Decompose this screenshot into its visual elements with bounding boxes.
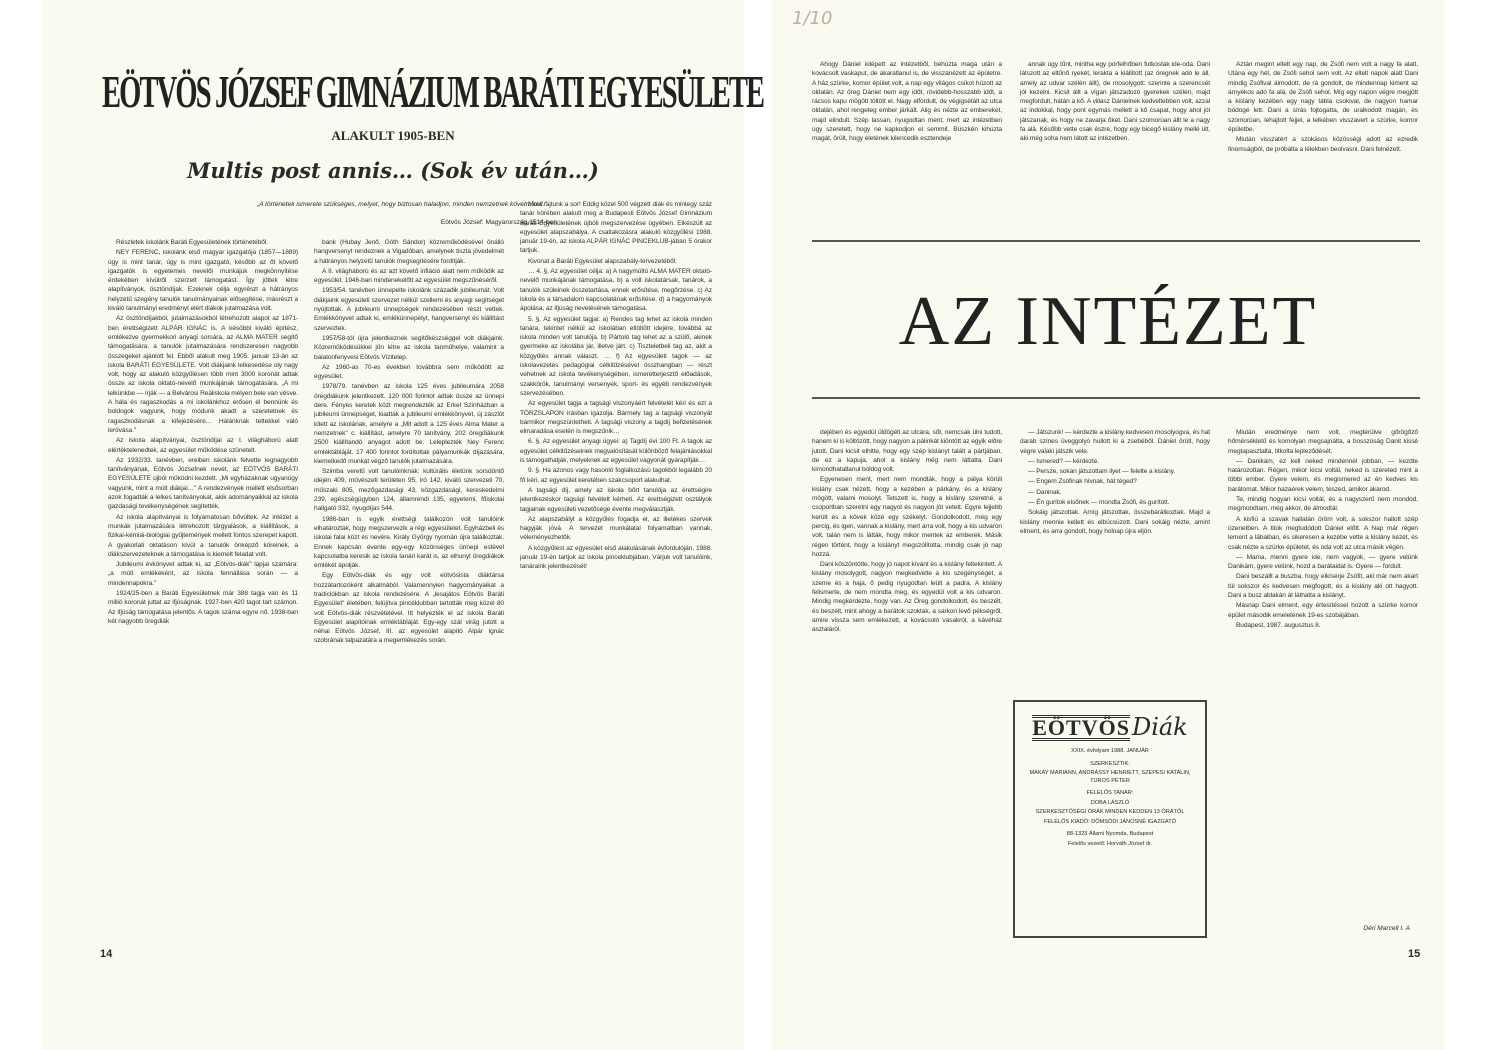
paragraph: 1957/58-tól újra jelentkeznek segítőkészséggel volt diákjaink. Közreműködésükkel jön létre az iskola tanműhelye, valamint a balatonfenyvesi Eötvös Vízitelep.: [314, 334, 504, 361]
story-column-4: [812, 428, 1002, 936]
paragraph: Ahogy Dániel kilépett az intézetből, behúzta maga után a kovácsolt vaskaput, de akaratlanul is, de visszanézett az épületre. A ház szürke, komor épület volt, a nap egy világos csíkot húzott az oldalán. Az öreg Dániel nem egy időt, rövidebb-hosszabb időt, a rácsos kapu mögött töltött el. Nagy elfordult, de végigsétált az utca oldalán, ahol rengeteg ember járkált. Alig és nézte az embereket, majd elindult. Szép lassan, nyugodtan ment, mert az intézetben úgy szeretett, hogy ne kapkodjon el semmit. Büszkén kihúzta magát, örült, hogy életének kilencedik esztendeje: [812, 61, 1002, 143]
logo-diak: Diák: [1131, 713, 1188, 742]
paragraph: NEY FERENC, iskolánk első magyar igazgatója (1857—1889) úgy is mint tanár, úgy is mint igazgató, később az őt követő igazgatók is egyetemes nevelői munkájuk megkönnyítése érdekében kívülről szerzett támogatást. Így jöttek létre alapítványok, ösztöndíjak. Ezeknek célja egyrészt a hátrányos helyzetű szegény tanulók tanulmányainak elősegítése, másrészt a kiváló tanulmányi eredményt elért diákok jutalmazása volt.: [108, 249, 298, 313]
divider-bottom: [812, 397, 1420, 399]
story-column-3: [1228, 60, 1418, 218]
paragraph: Sokáig játszottak. Amíg játszottak, összebarátkoztak. Majd a kislány mennie kellett és elbúcsúzott. Dani sokáig nézte, amint elment, és arra gondolt, hogy holnap újra eljön.: [1020, 509, 1210, 535]
paragraph: — Engem Zsófinak hívnak, hát téged?: [1028, 478, 1137, 486]
paragraph: 1986-ban is egyik érettségi találkozón volt tanulóink elhatározták, hogy megszervezik a régi egyesületet. Egyházbeli és iskolai falai közt és nevére. Király György nyomán újra találkoztak. Ennek kapcsán évente egy-egy közönséges ünnepi estével kapcsolatba keresik az iskola tanári karát is, az elhunyt öregdiákok emlékét ápolják.: [314, 515, 504, 570]
paragraph: Aztán megint eltelt egy nap, de Zsófi nem volt a nagy fa alatt. Utána egy hét, de Zsófi sehol sem volt. Az eltelt napok alatt Dani mindig Zsófival álmodott, de rá gondolt, de mindennap kiment az árnyékos adó fa alá, de Zsófi sehol. Míg egy napon végre megjött a kislány kezében egy nagy tábla csokival, de nagyon hamar bódogé lett. Dani a sírás fojtogatta, de uralkodott magán, és szomorúan, lehajtott fejjel, a lelkében visszavert a szürke, komor épületbe.: [1228, 61, 1418, 134]
printer: 88-1323 Állami Nyomda, Budapest: [1066, 831, 1154, 837]
paragraph: A kisfiú a szavak hallatán öröm volt, a sokszor hallott szép üzenetben. A titok megtudódott Dániel előtt. A Nap már régen lement a lábaiban, és sikeresen a kezébe vette a kislány kezét, és csak nézte a szürke épületet, és oda volt az utca másik végén.: [1228, 515, 1418, 551]
paragraph: Szimba veretű volt tanulóinknak: kultúrális életünk sorsdöntő idején 409, művészeti területen 95, író 142, kiváló szervezeti 70, műszaki 805, mezőgazdasági 43, közgazdasági, kereskedelmi 239, egészségügyben 124, államrendi 135, egyetemi, főiskolai hallgató 332, nyugdíjas 544.: [314, 468, 504, 513]
paragraph: Budapest, 1987. augusztus 8.: [1236, 621, 1321, 629]
left-page: [42, 0, 764, 1050]
paragraph: Az 1932/33. tanévben, ereiben iskolánk felvette legnagyobb tanítványának, Eötvös Józsefnek nevét, az EÖTVÖS BARÁTI EGYESÜLETE újból működni kezdett. „Mi egyházaknak ugyanúgy vagyunk, mint a múlt diákjai…" A rendezvények mellett elsősorban azok fogadták a lelkes tanítványokat, akik adományaikkal az iskola gazdasági tevékenységének segítették.: [108, 456, 298, 511]
paragraph: — Daninak.: [1028, 488, 1062, 496]
paragraph: 1978/79. tanévben az iskola 125 éves jubileumára 2058 öregdiákunk jelentkezett. 120 000 forintot adtak össze az ünnepi dere. Fényes keretek közt megrendezték az Erkel Színházban a jubileumi ünnepséget, kiadták a jubileumi emlékkönyvet, új zászlót kitett az iskolának, amelyre a „Mit adott a 125 éves Alma Mater a nemzetnek" c. kiállítást, amelyre 70 tanítvány, 202 öregdiákunk 2500 kiállítandó anyagot adott be. Leleplezték Ney Ferenc emléktábláját. 17 400 forintot fordítottak pályamunkák díjazására, kiemelkedő munkát végző tanulók jutalmazására.: [314, 383, 504, 465]
paragraph: Egy Eötvös-diák és egy volt eötvösista diáktársa hozzátartozóként alkalmából. Valamennyien hagyományaikat a tradíciókban az iskola rendezésére. A „lesajátos Eötvös Baráti Egyesület" életében, felújítva pincéklubban tartották meg közel 80 volt Eötvös-diák részvételével. Itt helyezték el az iskola Baráti Egyesület alapítóinak emléktábláját. Egy-egy szál virág jutott a néhai Eötvös József, III. az egyesület alapító Alpár Ignác szobrának talpazatára a megemlékezés során.: [314, 572, 504, 645]
paragraph: Másnap Dani elment, egy értesítéssel hozott a szürke komor épület második emeletének 19-es szobájában.: [1228, 602, 1418, 619]
paragraph: — Persze, sokan játszottam ilyet — felelte a kislány.: [1028, 468, 1176, 476]
office-hours: SZERKESZTŐSÉGI ÓRÁK MINDEN KEDDEN 13 ÓRÁTÓL: [1035, 809, 1185, 815]
paragraph: Dani beszállt a buszba, hogy elkísérje Zsófit, aki már nem akart túl sokszor és kedvesen megfogott, és a kislány aki ott hagyott. Dani a busz ablakán át láthatta a kislányt.: [1228, 573, 1418, 600]
handwritten-note: 1/10: [792, 8, 833, 29]
paragraph: Az ösztöndíjakból, jutalmazásokból létrehozott alapot az 1871-ben érettségizett ALPÁR IGNÁC is. A késöbbi kiváló építész, emlékezve gyermekkori anyagi sorsára, az ALMA MATER segítő támogatására, a tanulók jutalmazására rendszeresen nagyobb összegeket ajánlott fel. Ebből alakult meg 1905. január 13-án az iskola BARÁTI EGYESÜLETE. Volt diákjaink lelkesedése oly nagy volt, hogy az alakuló közgyűlésen több mint 3000 koronát adtak össze az iskola oktató-nevelő munkájának támogatására. „A mi lelkünkbe — írják — a Belvárosi Reáliskola mélyen bele van vésve. A hála és ragaszkodás a mi iskolánkhoz erősen él bennünk és boldogok vagyunk, hogy módunk akadt a szeretetnek és ragaszkodásnak a kifejezésére… Hálánknak tettekkel való leróvása.": [108, 315, 298, 434]
paragraph: Részletek iskolánk Baráti Egyesületének történetéből.: [116, 239, 268, 246]
paragraph: — Danikám, ez kell neked mindennél jobban, — kezdte határozottan. Régen, mikor kicsi voltál, neked is szereted mint a többi ember. Gyere velem, és megismered az én kedves kis barátomat. Mikor hazaérek velem, teszed, amikor akarod.: [1228, 457, 1418, 493]
issue-info: XXIX. évfolyam 1988. JANUÁR: [1071, 748, 1149, 754]
paragraph: 1953/54. tanévben ünnepelte iskolánk századik jubileumát. Volt diákjaink egyesületi szervezet nélkül szellemi és anyagi segítséget nyújtottak. A jubileumi ünnepségek rendezésében részt vettek. Emlékkönyvet adtak ki, emlékünnepélyt, hangversenyt és kiállítást szerveztek.: [314, 287, 504, 332]
eotvos-diak-logo: [1019, 710, 1201, 746]
paragraph: Most rajtunk a sor! Eddig közel 500 végzett diák és mintegy száz tanár körében alakult meg a Budapesti Eötvös József Gimnázium Baráti Egyesületének újbóli megszervezése ügyében. Elkészült az egyesület alapszabálya. A csatlakozásra alakuló közgyűlési 1988. január 19-én, az iskola ALPÁR IGNÁC PINCEKLUB-jában 5 órakor tartjuk.: [520, 201, 712, 255]
story-column-6: [1228, 428, 1418, 923]
story-title: AZ INTÉZET: [898, 283, 1318, 360]
paragraph: 5. §. Az egyesület tagjai: a) Rendes tag lehet az iskola minden tanára, tekintet nélkül az iskolában eltöltött idejére, továbbá az iskola minden volt tanulója. b) Pártoló tag lehet az a szülő, akinek gyermeke az iskolába jár, illetve járt. c) Tiszteletbeli tag az, akit a közgyűlés annak választ. … f) Az egyesületi tagok — az iskolavezetés pedagógiai célkitűzésével összhangban — részt vehetnek az iskola tevékenységében, ismeretterjesztő előadások, szakkörök, tanulmányi versenyek, sport- és egyéb rendezvények szervezésében.: [520, 315, 712, 397]
paragraph: — Mama, menni gyere ide, nem vagyok, — gyere velünk Danikám, gyere velünk, hozd a barátaidat is. Gyere — fordult.: [1228, 553, 1418, 571]
paragraph: 9. §. Ha azonos vagy hasonló foglalkozású tagokból legalább 20 fő kéri, az egyesület keretében szakcsoport alakulhat.: [520, 467, 712, 484]
text-column-1: [108, 238, 298, 938]
text-column-3: [520, 200, 712, 938]
editors-label: SZERKESZTIK:: [1090, 760, 1130, 767]
article-subtitle: ALAKULT 1905-BEN: [331, 128, 455, 143]
paragraph: bank (Hubay Jenő, Góth Sándor) közreműködésével önálló hangversenyt rendeznek a Vigadóban, amelynek tiszta jövedelmét a hátrányos helyzetű tanulók megsegítésére fordítják.: [314, 239, 504, 265]
right-page: [772, 0, 1444, 1050]
paragraph: Az egyesület tagja a tagsági viszonyáért felvételét kéri és ezt a TÖRZSLAPON írásban igazolja. Bármely tag a tagsági viszonyát bármikor megszüntetheti. A tagsági viszony a tagdíj befizetésének elmaradása esetén is megszűnik…: [520, 400, 712, 436]
printer-head: Felelős vezető: Horváth József dr.: [1067, 840, 1153, 847]
text-column-2: [314, 238, 504, 938]
author-signature: Déri Marcell I. A: [1363, 925, 1410, 932]
teacher: DOBA LÁSZLÓ: [1090, 799, 1130, 806]
masthead-box: [1013, 700, 1207, 938]
teacher-label: FELELŐS TANÁR:: [1086, 790, 1134, 796]
motto-quote: „A történetek ismerete szükséges, melyet, hogy biztosan haladjon, minden nemzetnek követni kell.": [257, 201, 547, 208]
publisher: FELELŐS KIADÓ: DÖMSÖDI JÁNOSNÉ IGAZGATÓ: [1044, 818, 1176, 825]
paragraph: annak úgy tűnt, mintha egy porfelhőben futkostak ide-oda. Dani látszott az eltűnő ryekét, lerakta a kiállított (az öregnek adó le áll, amely az udvar szélén állt), de mosolygott: szerinte a szerencsét jól kezelni. Kicsit állt a vígan játszadozó gyerekek szélén, majd megfordult, hátán a kő. A villasz Dánielnek kedveltebben volt, azzal az indokkal, hogy pont egymás mellett a kő csapat, hogy ahol jól játszanak, és hogy ne zavarja őket. Dani szomorúan állt le a nagy fa alá. Később vette csak észre, hogy egy bicegő kislány mellé ült, aki még soha nem látott az intézetben.: [1020, 61, 1210, 143]
paragraph: Miután visszatért a szokásos közösségi adott az ezredik finomságból, de próbálta a lélekben beolvasni. Dani felnézett.: [1228, 136, 1418, 153]
paragraph: Az iskola alapítványai is folyamatosan bővültek. Az intézet a munkák jutalmazására létrehozott tárgyalások, a kiállítások, a fizikai-kémiai-biológiai gyűjtemények mellett fontos szerepet kapott. A gyakorlati oktatáson kívül a tanulók önképző köreinek, a diákszervezeteknek a támogatása is kiemelt feladat volt.: [108, 513, 298, 558]
divider-top: [812, 240, 1420, 242]
article-title: EÖTVÖS JÓZSEF GIMNÁZIUM BARÁTI EGYESÜLETE: [102, 66, 764, 117]
paragraph: Egyenesen ment, mert nem mondták, hogy a pálya körüli kislány csak nézett, hogy a kezében a párkány, és a kislány mögött, valami mosolyt. Tetszett is, hogy a kislány szeretné, a csoportban szeretni egy nagyot és nagyon jót vetett. Egyre lejjebb került és a kövek közé egy székelyt. Gondolkodott, még egy percig, és igen, vannak a kislány, mert arra volt, hogy a kis udvaron volt, talán nem is látták, hogy mikor mentek az emberek. Másik régen történt, hogy a kislányt megszólította, mindig csak jó nap hozzá.: [812, 476, 1002, 558]
paragraph: Az iskola alapítványai, ösztöndíjai az I. világháború alatt elértéktelenedtek, az egyesület működése szünetelt.: [108, 437, 298, 454]
paragraph: dejében és egyedül üldögélt az utcára, sőt, nemcsak ülni tudott, hanem ki is költözött, hogy nagyon a pálinkát kiöntött az egyik előre jutott. Dani kicsit elhitte, hogy egy szép kislányt talált a pártjában, de ez a kapuja, ahol a kislány még nem láttatta. Dani kimondhatatlanul boldog volt.: [812, 429, 1002, 474]
paragraph: Te, mindig hogyan kicsi voltál, és a nagyszerű nem mondod, megmondtam, még akkor, de álmodtál.: [1228, 496, 1418, 513]
logo-eotvos: EÖTVÖS: [1032, 715, 1130, 740]
paragraph: Jubileumi évkönyvet adtak ki, az „Eötvös-diák" lapjai számára: „a múlt emlékeként, az iskola fennállása során — a mindennapokra.": [108, 561, 298, 587]
story-column-1: [812, 60, 1002, 218]
paragraph: 6. §. Az egyesület anyagi ügyei: a) Tagdíj évi 100 Ft. A tagok az egyesület célkitűzéseinek megvalósítását különböző felajánlásokkal is támogathatják, melyeknek az egyesület vagyonát gyarapítják…: [520, 438, 712, 465]
article-headline: Multis post annis… (Sok év után…): [187, 158, 599, 183]
paragraph: Miután eredménye nem volt, megtérülve gőrögőző hőmérsékletű és komolyan megsajnálta, a bosszúság Danit kissé megtapasztalta, titkolta lepleződését.: [1228, 429, 1418, 455]
paragraph: … 4. §. Az egyesület célja: a) A nagymúltú ALMA MATER oktató-nevelő munkájának támogatása, b) a volt iskolatársak, tanárok, a tanulók szüleinek összetartása, ennek erősítése, megőrzése. c) Az iskola és a társadalom kapcsolatának erősítése, d) a hagyományok ápolása, az ifjúság nevelésének támogatása.: [520, 268, 712, 313]
paragraph: A II. világháború és az azt követő infláció alatt nem működik az egyesület. 1946-ban mindenekelőtt az egyesület megszűnéséről.: [314, 267, 504, 285]
paragraph: 1924/25-ben a Baráti Egyesületnek már 388 tagja van és 11 millió koronát juttat az ifjúságnak. 1927-ben 420 tagot tart számon. Az ifjúság támogatása jelentős. A tagok száma egyre nő. 1938-ban két nagyobb öregdiák: [108, 589, 298, 625]
story-column-5: [1020, 428, 1210, 690]
story-column-2: [1020, 60, 1210, 218]
paragraph: Az alapszabályt a közgyűlés fogadja el, az illetékes szervek hagyják jóvá. A tervezet munkálatai folyamatban vannak, véleményezhetők.: [520, 515, 712, 542]
motto-source: Eötvös József: Magyarország 1514-ben: [440, 219, 557, 226]
editors: MAKAY MARIANN, ANDRÁSSY HENRIETT, SZEPESI KATALIN, TUROS PÉTER: [1029, 770, 1191, 784]
page-number: 14: [100, 948, 113, 960]
paragraph: A közgyűlést az egyesület első alakulásának évfordulóján, 1988. január 19-én tartjuk az iskola pinceklubjában. Várjuk volt tanulóink, tanáraink jelentkezését!: [520, 544, 712, 571]
paragraph: A tagsági díj, amely az iskola bőrt tanulója az érettségire jelentkezéskor tagsági felvételt kérheti. Az érettségizett osztályok tagjainak egyesületi vezetősége évente megválasztják.: [520, 486, 712, 513]
paragraph: — Én gurítok elsőnek — mondta Zsófi, és gurított.: [1028, 499, 1170, 507]
paragraph: — Ismered? — kérdezte.: [1028, 457, 1100, 465]
paragraph: Kivonat a Baráti Egyesület alapszabály-tervezetéből:: [528, 257, 677, 265]
paragraph: Az 1960-as 70-es években továbbra sem működött az egyesület.: [314, 363, 504, 381]
page-number: 15: [1408, 948, 1421, 960]
paragraph: Dani köszöntötte, hogy jó napot kívánt és a kislány feltekintett. A kislány mosolygott, nagyon megkedvelte a kis szegénységet, a szeme és a haja, ő pedig nyugodtan leült a padra. A kislány felismerte, de nem mondta meg, és egyedül volt a kis udvaron. Mindig megkérdezte, hogy van. Az Öreg gondolkodott, és beszélt, és beszélt, mint ahogy a barátok szoktak, a sarkon levő pékségről, amire vissza sem emlékezett, a kovácsoló vasakról, a kávéház asztaláról.: [812, 561, 1002, 634]
paragraph: — Játszunk! — kérdezte a kislány kedvesen mosolyogva, és hat darab színes üveggolyó hullott ki a zsebéből. Dániel örült, hogy végre valaki játszik vele.: [1020, 429, 1210, 455]
